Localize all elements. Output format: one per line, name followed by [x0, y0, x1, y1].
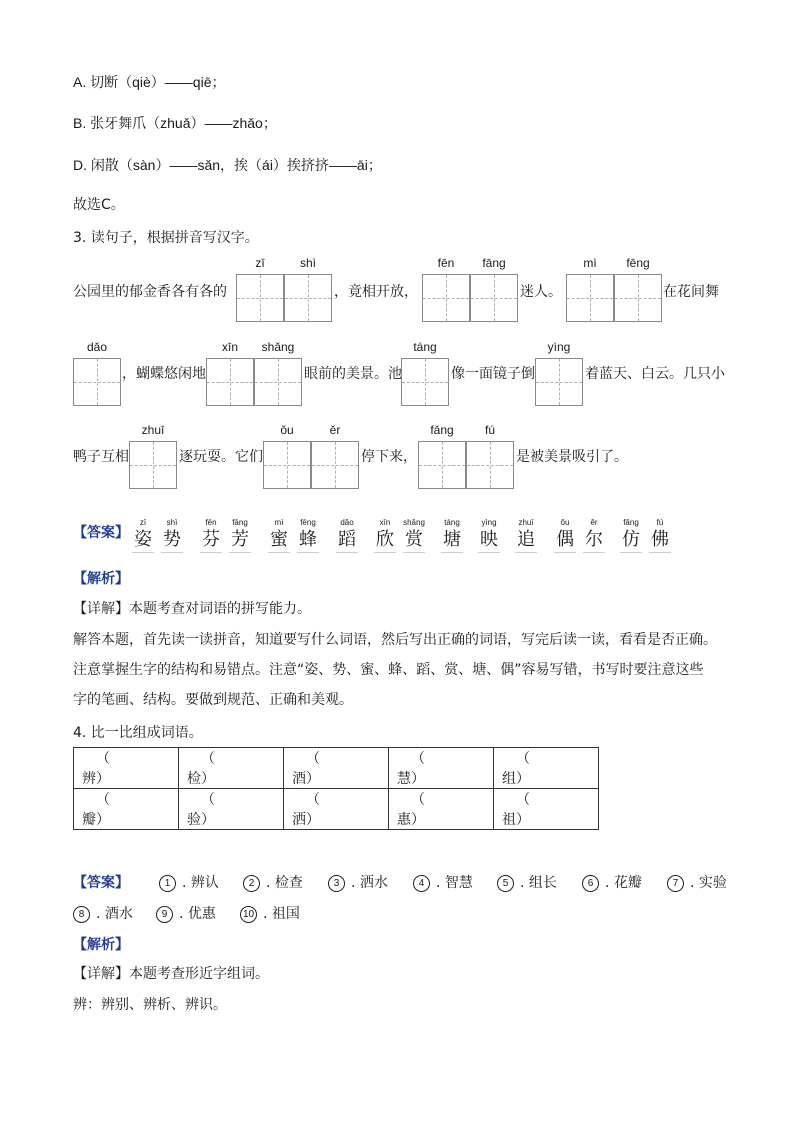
circle-number: 3: [328, 875, 345, 892]
blank[interactable]: （ ）: [516, 751, 544, 787]
answer-pinyin: fǎng: [623, 518, 639, 527]
answer-word: . 祖国: [263, 906, 300, 922]
answer-char: [374, 518, 396, 553]
blank[interactable]: （ ）: [306, 792, 334, 828]
answer-word: . 辨认: [182, 875, 219, 891]
answer-pinyin: ǒu: [560, 518, 570, 527]
cell-char: 酒: [292, 771, 306, 787]
answer-hanzi: 势: [161, 528, 183, 553]
writing-box[interactable]: [284, 274, 332, 322]
answer-hanzi: 佛: [649, 528, 671, 553]
answer-item: [240, 903, 300, 923]
answer-pinyin: zī: [139, 518, 147, 527]
circle-number: 7: [667, 875, 684, 892]
answer-hanzi: 仿: [620, 528, 642, 553]
table-cell: [179, 748, 284, 789]
blank[interactable]: （ ）: [201, 751, 229, 787]
writing-box[interactable]: [311, 441, 359, 489]
answer-item: [667, 872, 727, 892]
writing-box[interactable]: [129, 441, 177, 489]
sentence-text: 公园里的郁金香各有各的: [73, 284, 227, 300]
answer-char: [403, 518, 425, 553]
answer-char: [161, 518, 183, 553]
answer-hanzi: 尔: [583, 528, 605, 553]
analysis-label: 【解析】: [73, 937, 129, 953]
table-row: [74, 748, 599, 789]
answer-hanzi: 赏: [403, 528, 425, 553]
detail-text: 【详解】本题考查对词语的拼写能力。: [73, 601, 311, 617]
writing-box[interactable]: [418, 441, 466, 489]
paragraph: 辨：辨别、辨析、辨识。: [73, 997, 227, 1013]
answer-item: [243, 872, 303, 892]
sentence-text: 逐玩耍。它们: [179, 449, 263, 465]
writing-box[interactable]: [401, 358, 449, 406]
writing-box[interactable]: [566, 274, 614, 322]
answer-hanzi: 蜂: [297, 528, 319, 553]
writing-box[interactable]: [422, 274, 470, 322]
paragraph: 字的笔画、结构。要做到规范、正确和美观。: [73, 692, 353, 708]
paragraph: 解答本题，首先读一读拼音，知道要写什么词语，然后写出正确的词语，写完后读一读，看看是否正确。: [73, 632, 717, 648]
circle-number: 10: [240, 906, 257, 923]
answer-pinyin: mì: [274, 518, 284, 527]
blank[interactable]: （ ）: [411, 751, 439, 787]
answer-pinyin: fú: [656, 518, 664, 527]
answer-pinyin: fāng: [232, 518, 248, 527]
table-cell: [284, 789, 389, 830]
sentence-text: 停下来，: [361, 449, 417, 465]
answer-char: [583, 518, 605, 553]
writing-box[interactable]: [73, 358, 121, 406]
cell-char: 检: [187, 771, 201, 787]
circle-number: 9: [156, 906, 173, 923]
answer-item: [328, 872, 388, 892]
circle-number: 4: [413, 875, 430, 892]
answer-pinyin: fēn: [205, 518, 217, 527]
table-cell: [389, 748, 494, 789]
answer-label: 【答案】: [73, 875, 129, 891]
writing-box[interactable]: [263, 441, 311, 489]
pinyin: ěr: [329, 423, 341, 437]
paragraph: 注意掌握生字的结构和易错点。注意“姿、势、蜜、蜂、蹈、赏、塘、偶”容易写错，书写时要注意这些: [73, 662, 704, 678]
answer-label: 【答案】: [73, 525, 129, 541]
answer-hanzi: 芬: [200, 528, 222, 553]
answer-item: [582, 872, 642, 892]
pinyin: zhuī: [141, 423, 165, 437]
sentence-text: 是被美景吸引了。: [516, 449, 628, 465]
answer-pinyin: fēng: [300, 518, 316, 527]
pinyin: táng: [413, 340, 437, 354]
table-row: [74, 789, 599, 830]
blank[interactable]: （ ）: [96, 792, 124, 828]
q4-title: 4. 比一比组成词语。: [73, 725, 203, 741]
sentence-text: 迷人。: [520, 284, 562, 300]
sentence-text: 像一面镜子倒: [451, 366, 535, 382]
pinyin: fēng: [626, 256, 650, 270]
conclusion: 故选C。: [73, 197, 125, 213]
pinyin: yìng: [547, 340, 571, 354]
answer-char: [554, 518, 576, 553]
pinyin: xīn: [221, 340, 238, 354]
answer-hanzi: 姿: [132, 528, 154, 553]
table-cell: [179, 789, 284, 830]
answer-char: [515, 518, 537, 553]
writing-box[interactable]: [254, 358, 302, 406]
sentence-text: 眼前的美景。池: [304, 366, 402, 382]
pinyin: shǎng: [261, 340, 295, 354]
pinyin: fú: [484, 423, 495, 437]
circle-number: 5: [497, 875, 514, 892]
cell-char: 慧: [397, 771, 411, 787]
pinyin: shì: [299, 256, 316, 270]
option-a: A. 切断（qiè）——qiē；: [73, 74, 226, 90]
cell-char: 祖: [502, 812, 516, 828]
table-cell: [494, 748, 599, 789]
answer-pinyin: xīn: [379, 518, 391, 527]
answer-hanzi: 塘: [441, 528, 463, 553]
blank[interactable]: （ ）: [411, 792, 439, 828]
cell-char: 瓣: [82, 812, 96, 828]
option-b: B. 张牙舞爪（zhuǎ）——zhǎo；: [73, 115, 277, 131]
writing-box[interactable]: [614, 274, 662, 322]
answer-item: [413, 872, 473, 892]
writing-box[interactable]: [236, 274, 284, 322]
answer-pinyin: zhuī: [518, 518, 534, 527]
sentence-text: ，竟相开放，: [334, 284, 418, 300]
answer-word: . 酒水: [96, 906, 133, 922]
answer-pinyin: ěr: [590, 518, 598, 527]
cell-char: 辨: [82, 771, 96, 787]
answer-char: [268, 518, 290, 553]
sentence-text: 着蓝天、白云。几只小: [585, 366, 725, 382]
answer-item: [156, 903, 216, 923]
writing-box[interactable]: [466, 441, 514, 489]
circle-number: 6: [582, 875, 599, 892]
answer-char: [478, 518, 500, 553]
table-cell: [494, 789, 599, 830]
answer-word: . 实验: [690, 875, 727, 891]
q3-title: 3. 读句子，根据拼音写汉字。: [73, 230, 259, 246]
answer-pinyin: táng: [444, 518, 460, 527]
answer-hanzi: 映: [478, 528, 500, 553]
pinyin: fāng: [482, 256, 506, 270]
answer-item: [497, 872, 557, 892]
answer-char: [441, 518, 463, 553]
word-table: [73, 747, 599, 830]
answer-item: [159, 872, 219, 892]
answer-hanzi: 欣: [374, 528, 396, 553]
answer-char: [297, 518, 319, 553]
option-d: D. 闲散（sàn）——sǎn，挨（ái）挨挤挤——āi；: [73, 157, 382, 173]
answer-hanzi: 追: [515, 528, 537, 553]
table-cell: [284, 748, 389, 789]
table-cell: [389, 789, 494, 830]
pinyin: fǎng: [430, 423, 454, 437]
cell-char: 验: [187, 812, 201, 828]
answer-word: . 检查: [266, 875, 303, 891]
answer-char: [336, 518, 358, 553]
pinyin: mì: [583, 256, 597, 270]
answer-pinyin: dǎo: [340, 518, 354, 527]
answer-hanzi: 蹈: [336, 528, 358, 553]
analysis-label: 【解析】: [73, 571, 129, 587]
answer-pinyin: yìng: [481, 518, 497, 527]
answer-hanzi: 蜜: [268, 528, 290, 553]
table-cell: [74, 748, 179, 789]
pinyin: fēn: [437, 256, 455, 270]
answer-word: . 组长: [520, 875, 557, 891]
blank[interactable]: （ ）: [306, 751, 334, 787]
cell-char: 惠: [397, 812, 411, 828]
answer-item: [73, 903, 133, 923]
blank[interactable]: （ ）: [201, 792, 229, 828]
answer-word: . 洒水: [351, 875, 388, 891]
answer-pinyin: shǎng: [403, 518, 425, 527]
sentence-text: ，蝴蝶悠闲地: [122, 366, 206, 382]
answer-word: . 花瓣: [605, 875, 642, 891]
answer-char: [229, 518, 251, 553]
answer-word: . 优惠: [179, 906, 216, 922]
answer-char: [649, 518, 671, 553]
blank[interactable]: （ ）: [516, 792, 544, 828]
answer-char: [200, 518, 222, 553]
circle-number: 1: [159, 875, 176, 892]
writing-box[interactable]: [535, 358, 583, 406]
detail-text: 【详解】本题考查形近字组词。: [73, 966, 269, 982]
pinyin: ǒu: [280, 423, 294, 437]
pinyin: zī: [255, 256, 265, 270]
circle-number: 8: [73, 906, 90, 923]
cell-char: 组: [502, 771, 516, 787]
writing-box[interactable]: [206, 358, 254, 406]
answer-char: [132, 518, 154, 553]
answer-char: [620, 518, 642, 553]
pinyin: dǎo: [86, 340, 108, 354]
answer-pinyin: shì: [166, 518, 178, 527]
writing-box[interactable]: [470, 274, 518, 322]
table-cell: [74, 789, 179, 830]
sentence-text: 鸭子互相: [73, 449, 129, 465]
blank[interactable]: （ ）: [96, 751, 124, 787]
answer-hanzi: 偶: [554, 528, 576, 553]
answer-hanzi: 芳: [229, 528, 251, 553]
cell-char: 洒: [292, 812, 306, 828]
answer-word: . 智慧: [436, 875, 473, 891]
sentence-text: 在花间舞: [663, 284, 719, 300]
circle-number: 2: [243, 875, 260, 892]
